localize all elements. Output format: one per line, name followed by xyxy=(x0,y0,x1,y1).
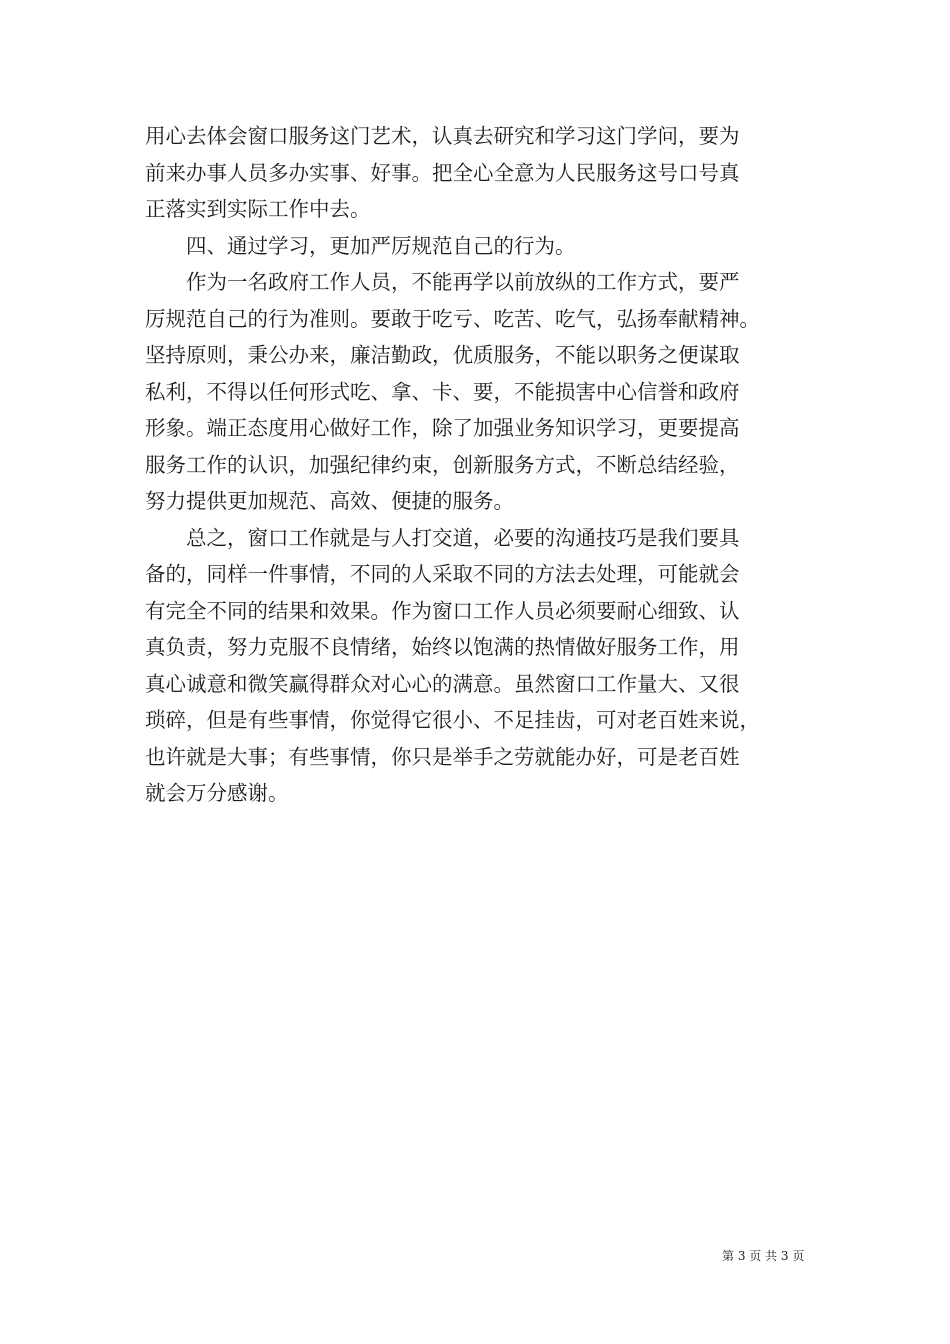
text-line: 作为一名政府工作人员，不能再学以前放纵的工作方式，要严 xyxy=(186,270,740,294)
body-text xyxy=(145,118,810,812)
text-line: 总之，窗口工作就是与人打交道，必要的沟通技巧是我们要具 xyxy=(186,525,740,550)
page-number: 第 3 页 共 3 页 xyxy=(722,1249,805,1263)
text-line: 坚持原则，秉公办来，廉洁勤政，优质服务，不能以职务之便谋取 xyxy=(145,343,740,367)
text-line: 琐碎，但是有些事情，你觉得它很小、不足挂齿，可对老百姓来说， xyxy=(145,708,760,732)
text-line: 有完全不同的结果和效果。作为窗口工作人员必须要耐心细致、认 xyxy=(145,598,740,623)
text-line: 前来办事人员多办实事、好事。把全心全意为人民服务这号口号真 xyxy=(145,160,740,185)
text-line: 形象。端正态度用心做好工作，除了加强业务知识学习，更要提高 xyxy=(145,416,740,440)
section-heading: 四、通过学习，更加严厉规范自己的行为。 xyxy=(186,233,576,258)
text-line: 服务工作的认识，加强纪律约束，创新服务方式，不断总结经验， xyxy=(145,452,740,477)
text-line: 备的，同样一件事情，不同的人采取不同的方法去处理，可能就会 xyxy=(145,562,740,586)
text-line: 就会万分感谢。 xyxy=(145,781,289,805)
text-line: 真心诚意和微笑赢得群众对心心的满意。虽然窗口工作量大、又很 xyxy=(145,671,740,696)
text-line: 也许就是大事；有些事情，你只是举手之劳就能办好，可是老百姓 xyxy=(145,744,740,769)
text-line: 真负责，努力克服不良情绪，始终以饱满的热情做好服务工作，用 xyxy=(145,635,740,659)
text-line: 努力提供更加规范、高效、便捷的服务。 xyxy=(145,489,514,513)
text-line: 正落实到实际工作中去。 xyxy=(145,197,371,221)
text-line: 用心去体会窗口服务这门艺术，认真去研究和学习这门学问，要为 xyxy=(145,124,740,148)
text-line: 厉规范自己的行为准则。要敢于吃亏、吃苦、吃气，弘扬奉献精神。 xyxy=(145,306,760,331)
text-line: 私利，不得以任何形式吃、拿、卡、要，不能损害中心信誉和政府 xyxy=(145,379,740,404)
